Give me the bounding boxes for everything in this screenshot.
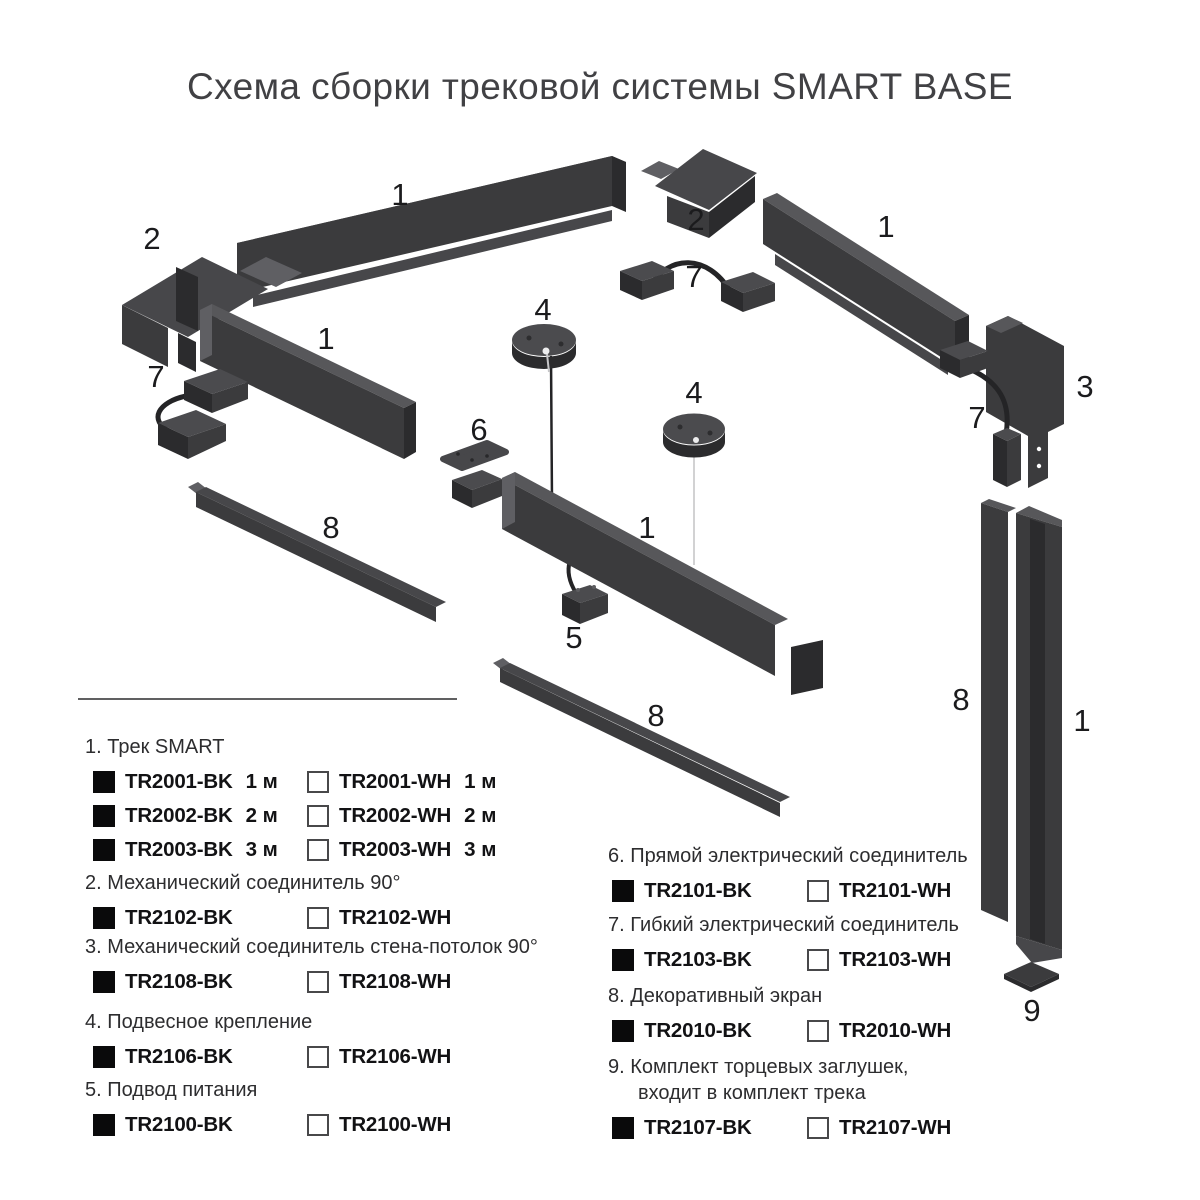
color-swatch-white: [307, 907, 329, 929]
color-swatch-white: [307, 971, 329, 993]
legend-row: [93, 906, 451, 929]
legend-section-decorative-screen: [608, 985, 1002, 1042]
part-number-label: 7: [685, 259, 703, 294]
part-number-label: 1: [877, 209, 895, 244]
legend-row: [612, 1019, 1002, 1042]
product-code: TR2003-BK: [125, 837, 233, 861]
legend-row: [93, 804, 496, 827]
part-number-label: 1: [317, 321, 335, 356]
part-end-cap: [1004, 962, 1059, 992]
color-swatch-black: [93, 971, 115, 993]
product-code: TR2106-BK: [125, 1044, 233, 1068]
part-number-label: 6: [470, 412, 488, 447]
legend-row: [93, 838, 496, 861]
track-length: 2 м: [464, 803, 497, 827]
track-length: 1 м: [464, 769, 497, 793]
product-code: TR2101-BK: [644, 878, 752, 902]
legend-section-track: [85, 736, 496, 861]
legend-section-heading: 1. Трек SMART: [85, 736, 225, 758]
legend-section-connector-90: [85, 872, 451, 929]
part-number-label: 7: [968, 400, 986, 435]
part-power-feed: [562, 585, 608, 624]
legend-section-heading: 6. Прямой электрический соединитель: [608, 845, 968, 867]
part-number-label: 1: [638, 510, 656, 545]
part-number-label: 4: [685, 375, 703, 410]
product-code: TR2100-BK: [125, 1112, 233, 1136]
page-title: Схема сборки трековой системы SMART BASE: [187, 66, 1013, 107]
legend-section-flex-connector: [608, 914, 1002, 971]
product-code: TR2108-WH: [339, 969, 452, 993]
part-number-label: 9: [1023, 993, 1041, 1028]
color-swatch-black: [612, 880, 634, 902]
product-code: TR2003-WH: [339, 837, 452, 861]
part-suspension-mount-a: [512, 324, 576, 372]
product-code: TR2102-WH: [339, 905, 452, 929]
color-swatch-white: [307, 1046, 329, 1068]
legend-row: [93, 1113, 451, 1136]
legend-section-end-caps: [608, 1056, 1002, 1139]
part-track-smart-topright: [763, 193, 969, 375]
color-swatch-white: [307, 839, 329, 861]
legend-section-heading: 2. Механический соединитель 90°: [85, 872, 401, 894]
color-swatch-white: [807, 880, 829, 902]
product-code: TR2002-BK: [125, 803, 233, 827]
color-swatch-black: [93, 771, 115, 793]
legend-row: [93, 970, 538, 993]
legend-section-connector-wall-ceiling: [85, 936, 538, 993]
legend-row: [93, 1045, 451, 1068]
part-direct-electrical-connector: [443, 443, 506, 508]
part-decorative-screen-center: [493, 658, 790, 817]
product-code: TR2010-WH: [839, 1018, 952, 1042]
legend-section-heading: 8. Декоративный экран: [608, 985, 823, 1007]
color-swatch-white: [307, 1114, 329, 1136]
color-swatch-black: [93, 907, 115, 929]
color-swatch-black: [93, 1046, 115, 1068]
track-length: 1 м: [245, 769, 278, 793]
color-swatch-black: [612, 949, 634, 971]
suspension-cable: [551, 357, 552, 502]
product-code: TR2103-WH: [839, 947, 952, 971]
part-number-label: 2: [143, 221, 161, 256]
color-swatch-black: [612, 1020, 634, 1042]
track-length: 2 м: [245, 803, 278, 827]
part-number-label: 2: [687, 202, 705, 237]
part-number-label: 3: [1076, 369, 1094, 404]
color-swatch-white: [307, 771, 329, 793]
color-swatch-white: [807, 949, 829, 971]
product-code: TR2001-BK: [125, 769, 233, 793]
product-code: TR2102-BK: [125, 905, 233, 929]
part-track-smart-topleft: [237, 156, 626, 307]
part-number-label: 8: [322, 510, 340, 545]
part-track-smart-center: [502, 472, 823, 695]
product-code: TR2103-BK: [644, 947, 752, 971]
part-number-label: 1: [1073, 703, 1091, 738]
legend-row: [612, 1116, 1002, 1139]
part-number-label: 5: [565, 620, 583, 655]
color-swatch-black: [93, 1114, 115, 1136]
legend-row: [612, 879, 1002, 902]
product-code: TR2002-WH: [339, 803, 452, 827]
part-number-label: 8: [952, 682, 970, 717]
part-number-label: 7: [147, 359, 165, 394]
part-number-label: 1: [391, 177, 409, 212]
legend-row: [612, 948, 1002, 971]
product-code: TR2107-WH: [839, 1115, 952, 1139]
part-flex-electrical-connector-left: [158, 369, 248, 459]
legend-section-direct-connector: [608, 845, 1002, 902]
part-decorative-screen-left: [188, 482, 446, 622]
color-swatch-black: [93, 839, 115, 861]
product-code: TR2010-BK: [644, 1018, 752, 1042]
product-code: TR2101-WH: [839, 878, 952, 902]
product-code: TR2107-BK: [644, 1115, 752, 1139]
color-swatch-white: [807, 1020, 829, 1042]
part-number-label: 4: [534, 292, 552, 327]
legend-section-heading: 9. Комплект торцевых заглушек,: [608, 1056, 909, 1078]
legend-section-heading: 5. Подвод питания: [85, 1079, 258, 1101]
color-swatch-black: [612, 1117, 634, 1139]
legend-section-heading: 7. Гибкий электрический соединитель: [608, 914, 959, 936]
track-length: 3 м: [245, 837, 278, 861]
color-swatch-black: [93, 805, 115, 827]
product-code: TR2001-WH: [339, 769, 452, 793]
legend-section-suspension: [85, 1011, 451, 1068]
product-code: TR2106-WH: [339, 1044, 452, 1068]
track-length: 3 м: [464, 837, 497, 861]
color-swatch-white: [307, 805, 329, 827]
product-code: TR2108-BK: [125, 969, 233, 993]
part-number-label: 8: [647, 698, 665, 733]
legend-section-heading: 4. Подвесное крепление: [85, 1011, 313, 1033]
legend-section-heading-line2: входит в комплект трека: [638, 1082, 866, 1104]
color-swatch-white: [807, 1117, 829, 1139]
legend-section-power-feed: [85, 1079, 451, 1136]
product-code: TR2100-WH: [339, 1112, 452, 1136]
part-track-smart-vertical: [1016, 506, 1062, 963]
legend-section-heading: 3. Механический соединитель стена-потолок 90°: [85, 936, 538, 958]
legend-row: [93, 770, 496, 793]
part-suspension-mount-b: [663, 414, 725, 458]
